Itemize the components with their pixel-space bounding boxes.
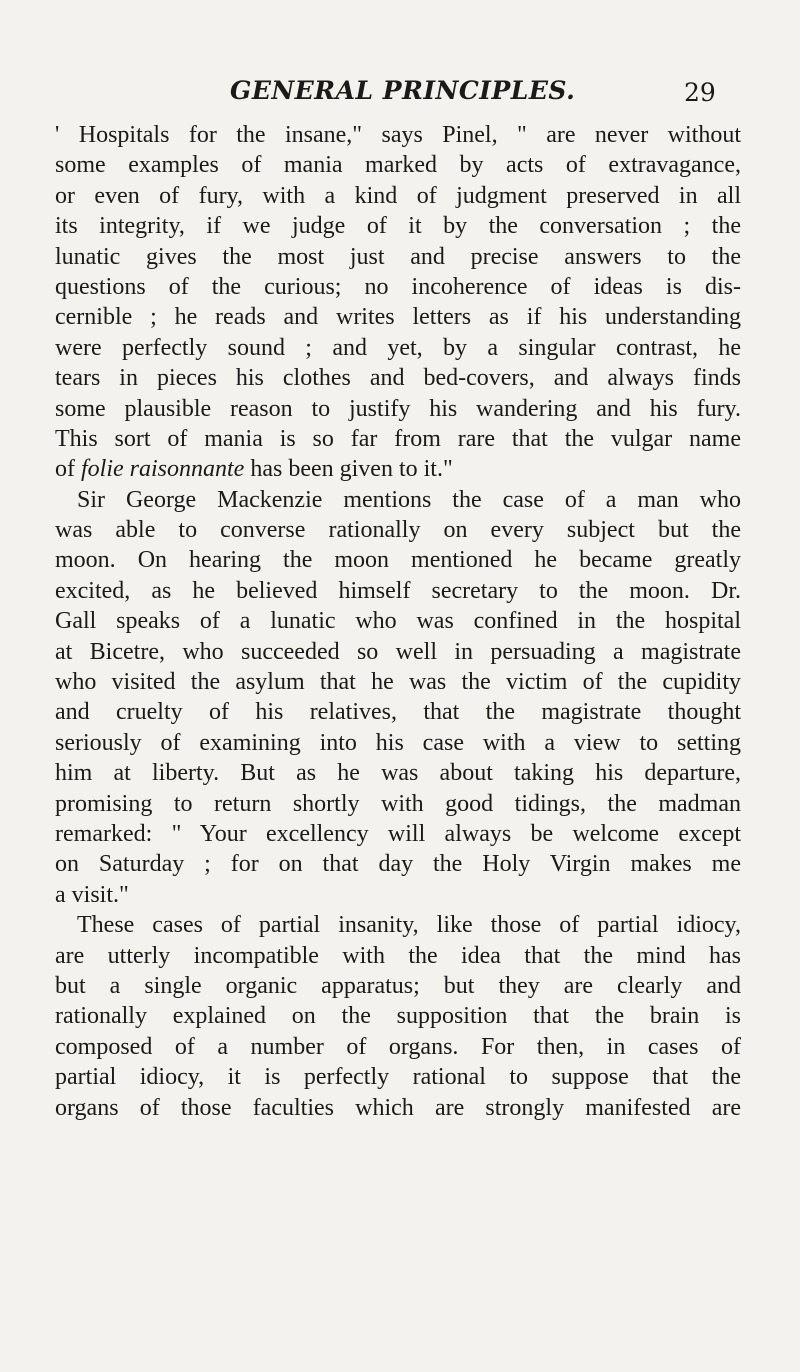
text-line: at Bicetre, who succeeded so well in persuading a magistrate [55, 638, 741, 665]
text-line: cernible ; he reads and writes letters as if his understanding [55, 304, 741, 331]
text-line: composed of a number of organs. For then, in cases of [55, 1033, 741, 1060]
text-line: him at liberty. But as he was about taking his departure, [55, 760, 741, 787]
text-line: a visit." [55, 881, 129, 908]
text-line: organs of those faculties which are strongly manifested are [55, 1094, 741, 1121]
text-line: on Saturday ; for on that day the Holy Virgin makes me [55, 851, 741, 878]
running-head [0, 76, 800, 116]
text-line: This sort of mania is so far from rare that the vulgar name [55, 425, 741, 452]
italic-term: folie raisonnante [81, 456, 245, 483]
text-line: are utterly incompatible with the idea that the mind has [55, 942, 741, 969]
text-line: ' Hospitals for the insane," says Pinel, " are never without [55, 122, 741, 148]
text-line: rationally explained on the supposition that the brain is [55, 1003, 741, 1030]
text-line: but a single organic apparatus; but they are clearly and [55, 972, 741, 999]
running-title: GENERAL PRINCIPLES. [230, 76, 576, 105]
body-text [55, 120, 741, 1123]
paragraph-first-line: These cases of partial insanity, like those of partial idiocy, [77, 912, 741, 939]
line-suffix: has been given to it." [244, 456, 453, 483]
text-line: some examples of mania marked by acts of extravagance, [55, 152, 741, 179]
text-line: seriously of examining into his case with a view to setting [55, 729, 741, 756]
text-line: Gall speaks of a lunatic who was confined in the hospital [55, 608, 741, 635]
page-number: 29 [684, 78, 716, 107]
text-line: was able to converse rationally on every subject but the [55, 517, 741, 544]
text-line: tears in pieces his clothes and bed-covers, and always finds [55, 365, 741, 392]
text-line: promising to return shortly with good tidings, the madman [55, 790, 741, 817]
text-line: or even of fury, with a kind of judgment preserved in all [55, 182, 741, 209]
text-line-with-italic [55, 454, 741, 484]
text-line: lunatic gives the most just and precise answers to the [55, 243, 741, 270]
text-line: were perfectly sound ; and yet, by a singular contrast, he [55, 334, 741, 361]
text-line: excited, as he believed himself secretary to the moon. Dr. [55, 577, 741, 604]
text-line: who visited the asylum that he was the victim of the cupidity [55, 669, 741, 696]
text-line: and cruelty of his relatives, that the magistrate thought [55, 699, 741, 726]
text-line: questions of the curious; no incoherence of ideas is dis- [55, 273, 741, 300]
text-line: moon. On hearing the moon mentioned he became greatly [55, 547, 741, 574]
line-prefix: of [55, 456, 81, 483]
text-line: some plausible reason to justify his wandering and his fury. [55, 395, 741, 422]
text-line: remarked: " Your excellency will always be welcome except [55, 820, 741, 847]
text-line: its integrity, if we judge of it by the conversation ; the [55, 213, 741, 240]
text-line: partial idiocy, it is perfectly rational to suppose that the [55, 1064, 741, 1091]
paragraph-first-line: Sir George Mackenzie mentions the case of a man who [77, 486, 741, 513]
